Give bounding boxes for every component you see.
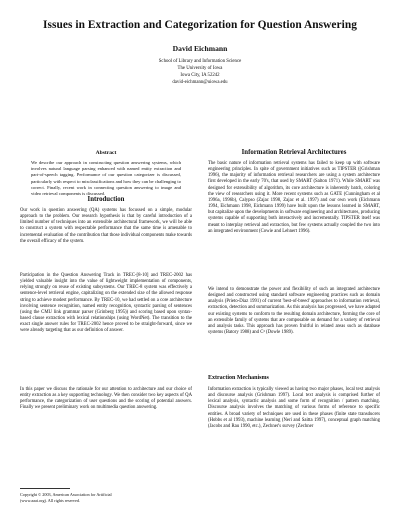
extraction-paragraph-1: Information extraction is typically viewed as having two major phases, local text analysis and discourse analysis (Grishman 1997). Local text analysis is comprised further of lexical analysis, syntactic analysis and some form of recognition / pattern matching. Discourse analysis involves the matching of various forms of reference to specific entities. A broad variety of techniques are used in these phases (finite state transducers (Hobbs et al 1993), machine learning (Neri and Saitta 1997), conceptual graph matching (Jacobs and Rau 1990, etc.), Zechner's survey (Zechner	[208, 387, 380, 429]
abstract-heading: Abstract	[95, 150, 117, 156]
author-affiliation	[20, 59, 380, 87]
footnote-rule	[20, 488, 70, 489]
affiliation-university: The University of Iowa	[177, 65, 223, 71]
ir-paragraph-1: The basic nature of information retrieval systems has failed to keep up with software engineering principles. In spite of government initiatives such as TIPSTER ((Grishman 1996), the majority of information retrieval researchers are using a system architecture first developed in the early 70's, that used by SMART (Salton 1971). While SMART was designed for extensibility of algorithm, its core architecture is inherently batch, coloring the view of researchers using it. More recent systems such as GATE (Cunningham et al 1996a, 1996b), Calypso (Zajac 1998, Zajac et al. 1997) and our own work (Eichmann 1994, Eichmann 1998, Eichmann 1999) have built upon the lessons learned in SMART, but capitalize upon the developments in software engineering and architectures, producing systems capable of supporting both interactively and incrementally. TIPSTER itself was meant to interplay retrieval and extraction, but few systems actually coupled the two into an integrated environment (Cowie and Lehnert 1996).	[208, 161, 380, 234]
section-heading-extraction: Extraction Mechanisms	[208, 375, 269, 381]
paper-title: Issues in Extraction and Categorization for Question Answering	[43, 19, 357, 31]
section-heading-introduction: Introduction	[87, 196, 125, 203]
abstract-text: We describe our approach in constructing question answering systems, which involves natural language parsing enhanced with named entity extraction and part-of-speech tagging. Performance of our question categorizer is discussed, particularly with respect to misclassifications and how they can be challenging to correct. Finally, recent work in connecting question answering to image and video retrieval components is discussed.	[31, 160, 181, 197]
copyright-notice	[20, 492, 192, 503]
ir-paragraph-2: We intend to demonstrate the power and flexibility of such an integrated architecture designed and constructed using standard software engineering practices such as domain analysis (Prieto-Diaz 1991) of current 'best-of-breed' approaches to information retrieval, extraction, detection and summarization. As this analysis has progressed, we have adapted our existing systems to conform to the resulting domain architecture, forming the core of an extensible family of systems that are composable on demand for a variety of retrieval and analysis tasks. This approach has proven fruitful in related areas such as database systems (Batory 1988) and C³ (Dowle 1989).	[208, 287, 380, 336]
copyright-line-2: (www.aaai.org). All rights reserved.	[20, 497, 81, 503]
intro-paragraph-3: In this paper we discuss the rationale for our attention to architecture and our choice of entity extraction as a key supporting technology. We then consider two key aspects of QA performance, the categorization of user questions and the scoring of potential answers. Finally we present preliminary work on multimedia question answering.	[20, 387, 192, 411]
affiliation-address: Iowa City, IA 52242	[180, 72, 220, 78]
intro-paragraph-2: Participation in the Question Answering Track in TREC-[8-10] and TREC-2002 has yielded valuable insight into the value of lightweight implementation of components, relying strongly on reuse of existing subsystems. Our TREC-8 system was effectively a sentence-level retrieval engine, capitalizing on the extended size of the allowed response string to achieve modest performance. By TREC-10, we had settled on a core architecture involving sentence recognition, named entity recognition, syntactic parsing of sentences (using the CMU link grammar parser (Grinberg 1995)) and scoring based upon syntax-based clause extraction with lexical relationships (using WordNet). The transition to the exact single answer rules for TREC-2002 hence proved to be straight-forward, since we were already targeting that as our definition of answer.	[20, 273, 192, 334]
affiliation-email: david-eichmann@uiowa.edu	[172, 79, 228, 85]
section-heading-ir-architectures: Information Retrieval Architectures	[241, 149, 347, 156]
copyright-line-1: Copyright © 2003, American Association for Artificial	[20, 492, 112, 497]
author-name: David Eichmann	[172, 44, 228, 53]
affiliation-school: School of Library and Information Science	[158, 59, 242, 64]
intro-paragraph-1: Our work in question answering (QA) systems has focussed on a simple, modular approach to the problem. Our research hypothesis is that by careful introduction of a limited number of techniques into an extensible architectural framework, we will be able to construct a system with respectable performance that the same time is amenable to incremental evaluation of the contribution that those individual components make towards the overall efficacy of the system.	[20, 208, 192, 244]
